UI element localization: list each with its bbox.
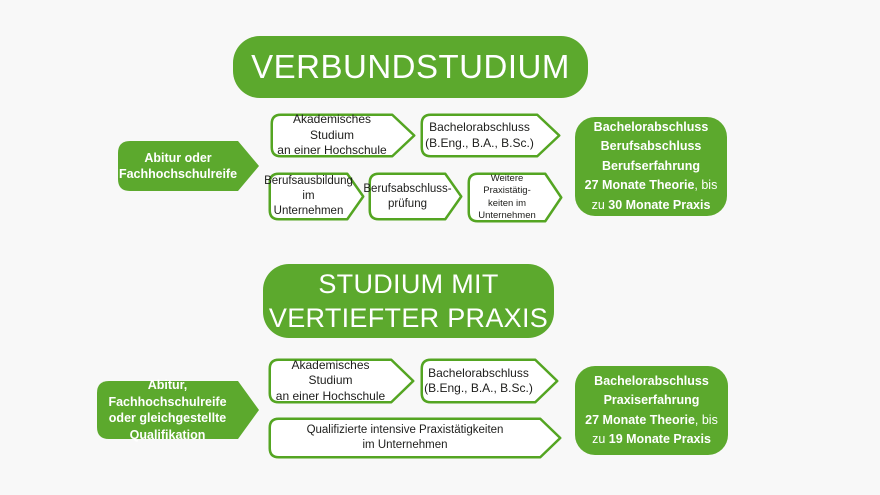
step-line: keiten im <box>487 197 526 209</box>
section1-outcome-label <box>575 117 727 216</box>
step-line: (B.Eng., B.A., B.Sc.) <box>424 381 533 395</box>
outcome-line <box>592 430 711 450</box>
outcome-line: Bachelorabschluss <box>593 119 709 134</box>
section1-entry-label <box>118 141 259 191</box>
step-label <box>420 113 561 158</box>
section1-step-vocational-training <box>264 172 365 221</box>
outcome-bold-text: 30 Monate Praxis <box>608 197 711 212</box>
outcome-line: Praxiserfahrung <box>603 393 700 407</box>
step-label <box>268 358 415 404</box>
section2-step-qualified-practice <box>268 417 562 459</box>
section1-step-further-practice <box>467 172 563 223</box>
step-line: (B.Eng., B.A., B.Sc.) <box>425 135 534 150</box>
section2-step-bachelor-degree <box>420 358 559 404</box>
step-line: Bachelorabschluss <box>428 365 529 380</box>
section1-outcome-box <box>575 117 727 216</box>
outcome-line: Berufsabschluss <box>600 139 702 154</box>
step-label <box>264 172 365 221</box>
step-line: prüfung <box>387 197 427 210</box>
step-line: Akademisches Studium <box>292 112 372 142</box>
entry-line: Abitur oder <box>144 150 212 165</box>
entry-line: oder gleichgestellte <box>108 411 227 425</box>
section2-entry-label <box>97 378 259 442</box>
section2-title-banner <box>263 264 554 338</box>
step-label <box>363 172 463 221</box>
step-label <box>270 113 416 158</box>
entry-line: Qualifikation <box>129 427 206 442</box>
step-label <box>420 358 559 404</box>
section1-step-vocational-exam <box>363 172 463 221</box>
outcome-line <box>585 411 718 431</box>
section2-title-line: VERTIEFTER PRAXIS <box>268 303 549 333</box>
section2-outcome-label <box>575 366 728 455</box>
step-line: Akademisches Studium <box>291 357 370 388</box>
outcome-normal-text: , bis <box>694 178 718 193</box>
section1-step-bachelor-degree <box>420 113 561 158</box>
step-line: im Unternehmen <box>273 190 344 217</box>
section2-step-academic-study <box>268 358 415 404</box>
outcome-bold-text: 27 Monate Theorie <box>585 412 695 427</box>
step-line: Berufsabschluss- <box>363 182 452 195</box>
step-line: an einer Hochschule <box>277 143 387 158</box>
section2-outcome-box <box>575 366 728 455</box>
section1-step-academic-study <box>270 113 416 158</box>
step-label <box>268 417 562 459</box>
outcome-normal-text: zu <box>591 197 609 212</box>
outcome-normal-text: , bis <box>694 412 718 427</box>
step-label <box>467 172 563 223</box>
step-line: Weitere Praxistätig- <box>483 172 531 196</box>
section1-title: VERBUNDSTUDIUM <box>251 48 570 85</box>
section1-title-banner <box>233 36 588 98</box>
outcome-line: Bachelorabschluss <box>594 373 709 388</box>
step-line: Unternehmen <box>478 210 536 221</box>
step-line: Berufsausbildung <box>264 175 353 187</box>
section2-entry-arrow <box>97 378 259 442</box>
step-line: an einer Hochschule <box>275 388 386 403</box>
step-line: Bachelorabschluss <box>429 120 530 134</box>
section1-entry-arrow <box>118 141 259 191</box>
outcome-line <box>592 196 711 216</box>
entry-line: Fachhochschulreife <box>118 167 238 181</box>
outcome-line: Berufserfahrung <box>602 158 700 173</box>
step-line: Qualifizierte intensive Praxistätigkeiten <box>306 424 504 436</box>
outcome-bold-text: 19 Monate Praxis <box>608 432 711 446</box>
outcome-line <box>585 176 718 196</box>
entry-line: Abitur, Fachhochschulreife <box>108 378 227 409</box>
outcome-normal-text: zu <box>592 432 609 446</box>
section2-title-line: STUDIUM MIT <box>318 269 499 299</box>
step-line: im Unternehmen <box>362 439 448 451</box>
outcome-bold-text: 27 Monate Theorie <box>584 178 695 193</box>
